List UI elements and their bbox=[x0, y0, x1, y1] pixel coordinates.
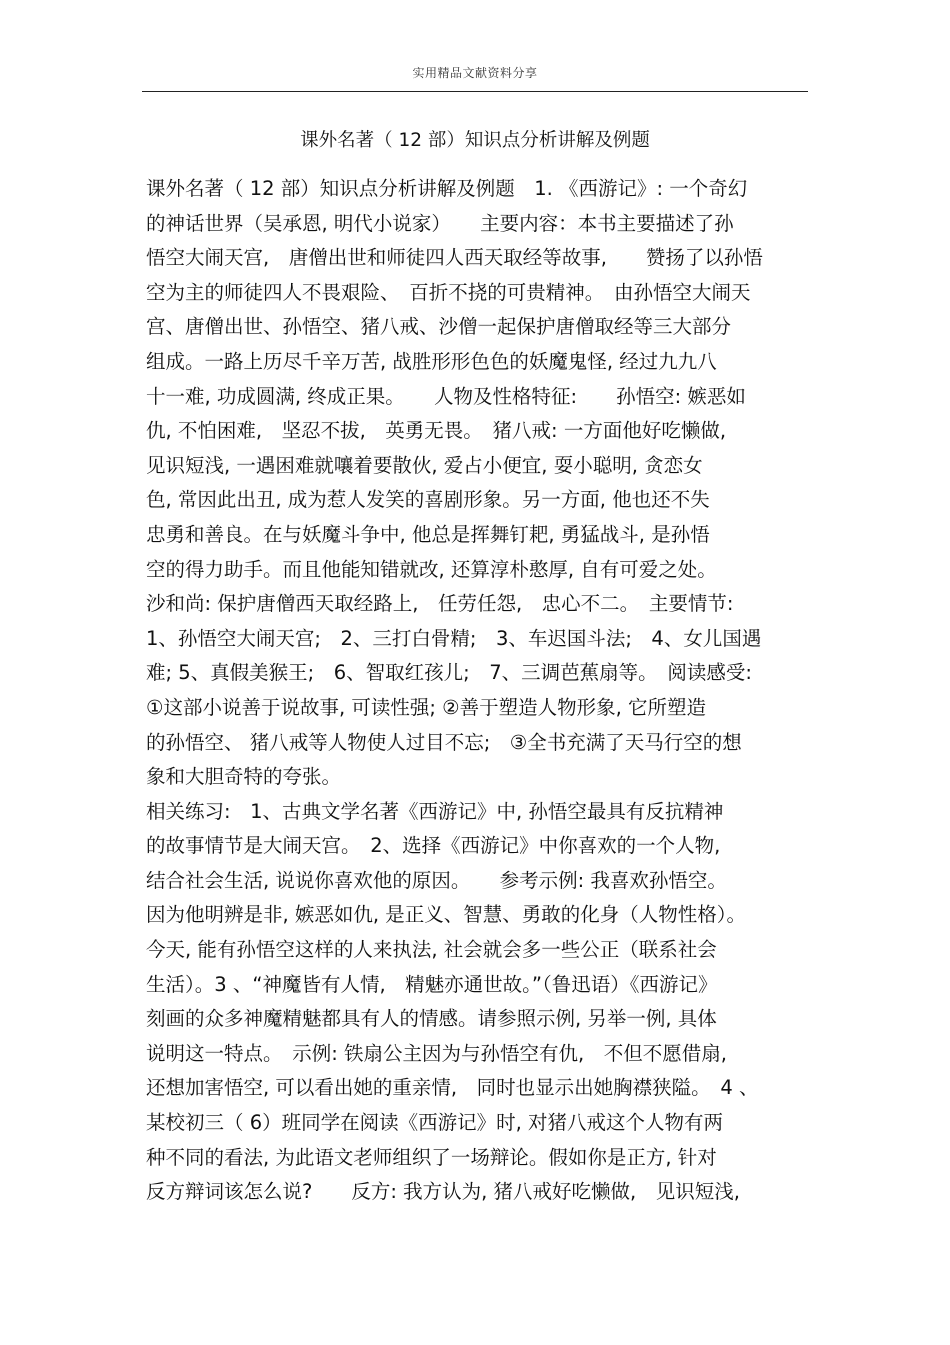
text-line: 沙和尚: 保护唐僧西天取经路上, 任劳任怨, 忠心不二。 主要情节: bbox=[146, 592, 734, 616]
header-divider bbox=[142, 91, 808, 92]
text-line: 因为他明辨是非, 嫉恶如仇, 是正义、智慧、勇敢的化身（人物性格）。 bbox=[146, 903, 747, 927]
text-line: 还想加害悟空, 可以看出她的重亲情, 同时也显示出她胸襟狭隘。 4 、 bbox=[146, 1076, 759, 1100]
body-text bbox=[146, 172, 816, 1210]
running-header: 实用精品文献资料分享 bbox=[412, 66, 538, 80]
text-line: 仇, 不怕困难, 坚忍不拔, 英勇无畏。 猪八戒: 一方面他好吃懒做, bbox=[146, 419, 727, 443]
text-line: 1、孙悟空大闹天宫; 2、三打白骨精; 3、车迟国斗法; 4、女儿国遇 bbox=[146, 626, 762, 650]
text-line: 组成。一路上历尽千辛万苦, 战胜形形色色的妖魔鬼怪, 经过九九八 bbox=[146, 349, 717, 373]
text-line: 结合社会生活, 说说你喜欢他的原因。 参考示例: 我喜欢孙悟空。 bbox=[146, 868, 727, 892]
text-line: 空的得力助手。而且他能知错就改, 还算淳朴憨厚, 自有可爱之处。 bbox=[146, 557, 717, 581]
text-line: 宫、唐僧出世、孙悟空、猪八戒、沙僧一起保护唐僧取经等三大部分 bbox=[146, 315, 732, 339]
text-line: 相关练习: 1、古典文学名著《西游记》中, 孙悟空最具有反抗精神 bbox=[146, 799, 724, 823]
text-line: 十一难, 功成圆满, 终成正果。 人物及性格特征: 孙悟空: 嫉恶如 bbox=[146, 384, 746, 408]
text-line: 见识短浅, 一遇困难就嚷着要散伙, 爱占小便宜, 耍小聪明, 贪恋女 bbox=[146, 453, 703, 477]
text-line: 刻画的众多神魔精魅都具有人的情感。请参照示例, 另举一例, 具体 bbox=[146, 1007, 717, 1031]
text-line: 反方辩词该怎么说? 反方: 我方认为, 猪八戒好吃懒做, 见识短浅, bbox=[146, 1180, 740, 1204]
text-line: 忠勇和善良。在与妖魔斗争中, 他总是挥舞钉耙, 勇猛战斗, 是孙悟 bbox=[146, 522, 710, 546]
text-line: 说明这一特点。 示例: 铁扇公主因为与孙悟空有仇, 不但不愿借扇, bbox=[146, 1041, 727, 1065]
text-line: 象和大胆奇特的夸张。 bbox=[146, 765, 342, 789]
text-line: 的故事情节是大闹天宫。 2、选择《西游记》中你喜欢的一个人物, bbox=[146, 834, 721, 858]
text-line: 种不同的看法, 为此语文老师组织了一场辩论。假如你是正方, 针对 bbox=[146, 1145, 717, 1169]
text-line: 空为主的师徒四人不畏艰险、 百折不挠的可贵精神。 由孙悟空大闹天 bbox=[146, 280, 751, 304]
text-line: 悟空大闹天宫, 唐僧出世和师徒四人西天取经等故事, 赞扬了以孙悟 bbox=[146, 246, 763, 270]
text-line: 的神话世界（吴承恩, 明代小说家） 主要内容：本书主要描述了孙 bbox=[146, 211, 734, 235]
text-line: 色, 常因此出丑, 成为惹人发笑的喜剧形象。另一方面, 他也还不失 bbox=[146, 488, 710, 512]
text-line: 的孙悟空、 猪八戒等人物使人过目不忘; ③全书充满了天马行空的想 bbox=[146, 730, 742, 754]
text-line: 某校初三（ 6）班同学在阅读《西游记》时, 对猪八戒这个人物有两 bbox=[146, 1111, 724, 1135]
text-line: ①这部小说善于说故事, 可读性强; ②善于塑造人物形象, 它所塑造 bbox=[146, 695, 707, 719]
document-title: 课外名著（ 12 部）知识点分析讲解及例题 bbox=[300, 130, 650, 151]
text-line: 今天, 能有孙悟空这样的人来执法, 社会就会多一些公正（联系社会 bbox=[146, 938, 717, 962]
text-line: 难; 5、真假美猴王; 6、智取红孩儿; 7、三调芭蕉扇等。 阅读感受: bbox=[146, 661, 752, 685]
text-line: 生活）。3 、“神魔皆有人情, 精魅亦通世故。”（鲁迅语）《西游记》 bbox=[146, 972, 718, 996]
text-line: 课外名著（ 12 部）知识点分析讲解及例题 1. 《西游记》: 一个奇幻 bbox=[146, 177, 748, 200]
